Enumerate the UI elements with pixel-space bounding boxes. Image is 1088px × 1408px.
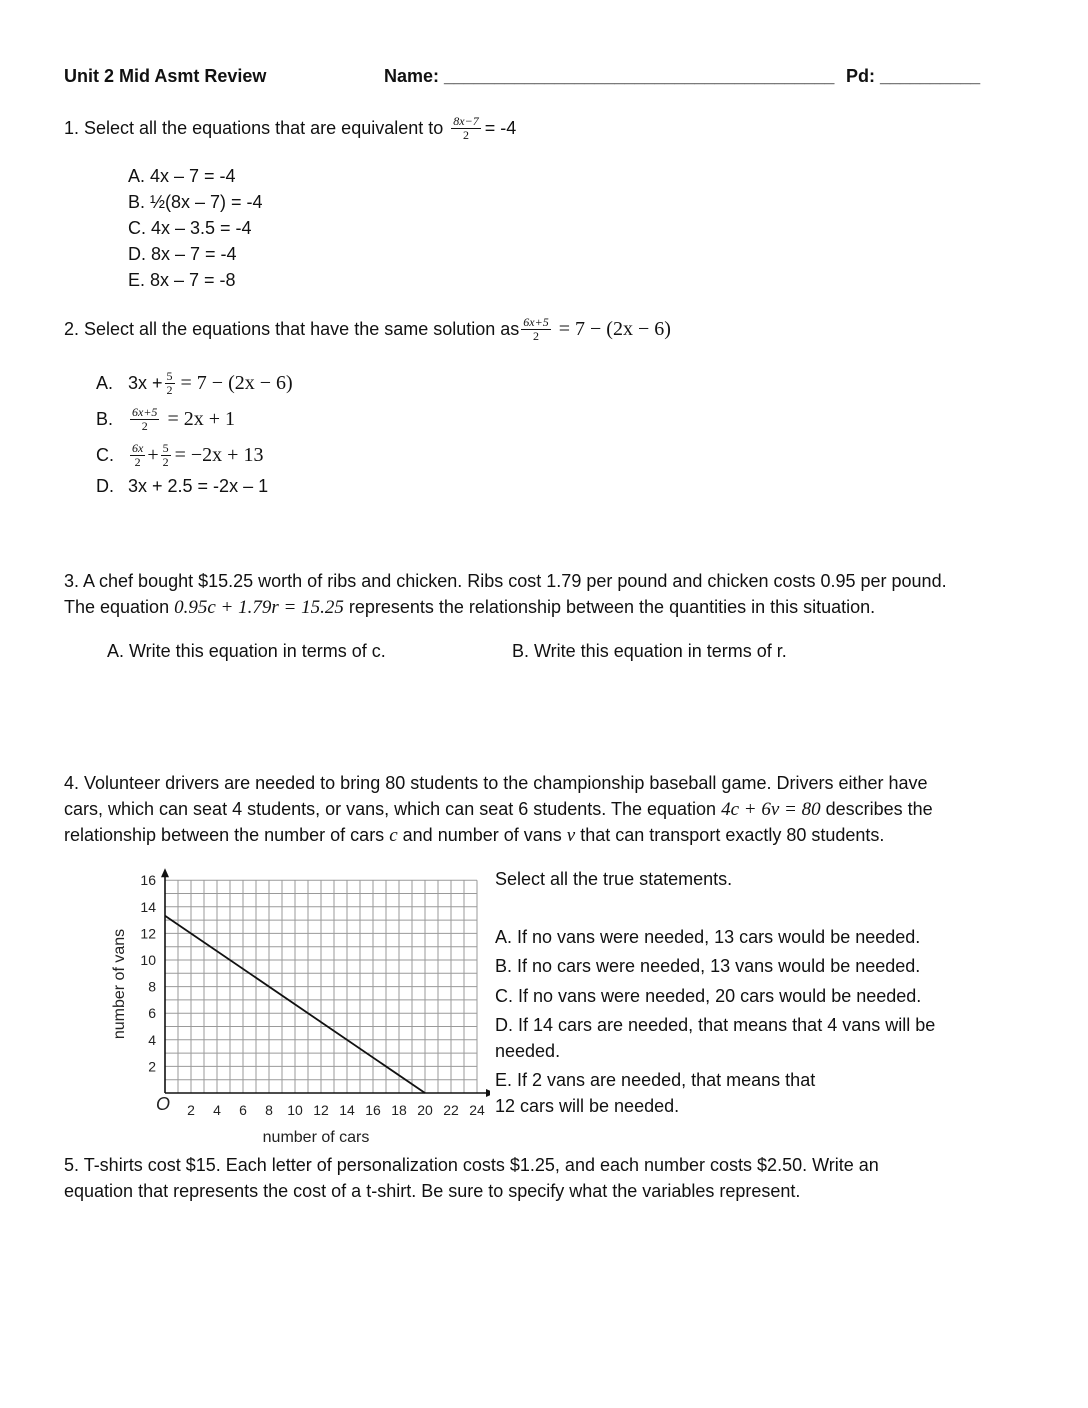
q4-select-prompt: Select all the true statements. bbox=[495, 869, 733, 889]
period-field-label: Pd: __________ bbox=[846, 66, 981, 86]
q1-option-c: C. 4x – 3.5 = -4 bbox=[128, 218, 252, 238]
q5-line-1: 5. T-shirts cost $15. Each letter of personalization costs $1.25, and each number costs $2.50. Write an bbox=[64, 1155, 879, 1175]
q4-statement-a: A. If no vans were needed, 13 cars would be needed. bbox=[495, 927, 921, 947]
y-axis-arrow bbox=[161, 868, 169, 877]
q1-options bbox=[128, 163, 263, 293]
q5-line-2: equation that represents the cost of a t-shirt. Be sure to specify what the variables represent. bbox=[64, 1181, 801, 1201]
q2-option-c-label: C. bbox=[96, 444, 114, 465]
x-axis-arrow bbox=[486, 1089, 490, 1097]
q2-option-c-fraction-2 bbox=[161, 442, 171, 469]
q2-prompt-text: 2. Select all the equations that have the same solution as bbox=[64, 318, 520, 339]
x-tick-label: 2 bbox=[187, 1102, 195, 1118]
x-tick-label: 12 bbox=[313, 1102, 329, 1118]
q2-option-c-frac2-den: 2 bbox=[162, 454, 169, 469]
q2-option-b-frac-den: 2 bbox=[141, 418, 148, 433]
x-tick-label: 18 bbox=[391, 1102, 407, 1118]
q4-statement-d: D. If 14 cars are needed, that means that 4 vans will be bbox=[495, 1015, 936, 1035]
worksheet-title: Unit 2 Mid Asmt Review bbox=[64, 66, 267, 86]
q3-line-2-post: represents the relationship between the quantities in this situation. bbox=[348, 597, 876, 617]
q2-option-b bbox=[96, 402, 235, 436]
q2-option-d bbox=[96, 476, 268, 497]
q2-frac-denominator: 2 bbox=[533, 328, 540, 343]
q2-option-a-frac-den: 2 bbox=[166, 382, 173, 397]
x-tick-label: 8 bbox=[265, 1102, 273, 1118]
q4-statement-c: C. If no vans were needed, 20 cars would be needed. bbox=[495, 986, 922, 1006]
q3-line-2 bbox=[64, 597, 875, 619]
q2-option-c-frac1-num: 6x bbox=[132, 440, 144, 455]
graph-grid bbox=[165, 880, 477, 1093]
q2-option-a-rhs: = 7 − (2x − 6) bbox=[180, 371, 293, 394]
y-tick-label: 2 bbox=[148, 1058, 156, 1075]
x-tick-label: 6 bbox=[239, 1102, 247, 1118]
q3-line-1: 3. A chef bought $15.25 worth of ribs and chicken. Ribs cost 1.79 per pound and chicken costs 0.95 per pound. bbox=[64, 571, 947, 591]
q4-equation: 4c + 6v = 80 bbox=[721, 799, 821, 820]
q4-variable-c: c bbox=[389, 825, 398, 846]
graph-axes bbox=[161, 868, 490, 1097]
q2-option-d-text: 3x + 2.5 = -2x – 1 bbox=[128, 476, 269, 496]
q1-frac-denominator: 2 bbox=[462, 127, 469, 142]
q4-statement-e-cont: 12 cars will be needed. bbox=[495, 1096, 680, 1116]
q1-option-e: E. 8x – 7 = -8 bbox=[128, 270, 236, 290]
question-2-prompt bbox=[64, 311, 671, 347]
q2-option-a bbox=[96, 366, 293, 400]
q4-statement-d-cont: needed. bbox=[495, 1041, 561, 1061]
x-tick-label: 14 bbox=[339, 1102, 355, 1118]
q2-option-b-frac-num: 6x+5 bbox=[132, 404, 158, 419]
q2-option-c-fraction-1 bbox=[130, 442, 145, 469]
q4-statement-e: E. If 2 vans are needed, that means that bbox=[495, 1070, 816, 1090]
q2-option-a-fraction bbox=[165, 370, 175, 397]
q4-statement-b: B. If no cars were needed, 13 vans would be needed. bbox=[495, 956, 921, 976]
q2-option-b-label: B. bbox=[96, 408, 114, 429]
x-tick-label: 22 bbox=[443, 1102, 459, 1118]
y-tick-label: 16 bbox=[140, 872, 156, 889]
q1-fraction bbox=[451, 115, 480, 142]
q4-variable-v: v bbox=[566, 825, 576, 846]
q1-frac-numerator: 8x−7 bbox=[453, 113, 479, 128]
q2-option-c-plus: + bbox=[147, 443, 159, 466]
q2-option-b-rhs: = 2x + 1 bbox=[167, 407, 235, 430]
q4-line-1: 4. Volunteer drivers are needed to bring 80 students to the championship baseball game. Drivers either have bbox=[64, 773, 928, 793]
q2-option-a-label: A. bbox=[96, 372, 114, 393]
q1-prompt-text: 1. Select all the equations that are equivalent to bbox=[64, 117, 444, 138]
q2-rhs: = 7 − (2x − 6) bbox=[558, 317, 671, 340]
x-tick-label: 10 bbox=[287, 1102, 303, 1118]
q2-option-c bbox=[96, 438, 263, 472]
q3-part-b: B. Write this equation in terms of r. bbox=[512, 641, 787, 661]
q2-option-b-fraction bbox=[130, 406, 159, 433]
x-axis-label: number of cars bbox=[262, 1129, 370, 1146]
y-tick-label: 10 bbox=[140, 952, 156, 968]
q3-equation: 0.95c + 1.79r = 15.25 bbox=[174, 597, 344, 618]
q4-line-2-post: describes the bbox=[825, 799, 933, 819]
q1-option-d: D. 8x – 7 = -4 bbox=[128, 244, 237, 264]
y-tick-label: 12 bbox=[140, 925, 156, 942]
q2-frac-numerator: 6x+5 bbox=[523, 314, 549, 329]
q2-option-c-frac2-num: 5 bbox=[162, 440, 169, 455]
q2-option-c-frac1-den: 2 bbox=[134, 454, 141, 469]
name-field-label: Name: _______________________________________ bbox=[384, 66, 835, 86]
q3-line-2-pre: The equation bbox=[64, 597, 170, 617]
q4-line-2-pre: cars, which can seat 4 students, or vans, which can seat 6 students. The equation bbox=[64, 799, 717, 819]
cars-vans-graph bbox=[100, 866, 490, 1156]
q4-line-3-mid: and number of vans bbox=[402, 825, 562, 845]
y-tick-label: 4 bbox=[148, 1031, 156, 1048]
graph-tick-labels bbox=[140, 872, 485, 1118]
q4-line-3-post: that can transport exactly 80 students. bbox=[580, 825, 885, 845]
q2-fraction bbox=[521, 316, 550, 343]
x-tick-label: 16 bbox=[365, 1102, 381, 1118]
origin-label: O bbox=[156, 1094, 171, 1114]
x-tick-label: 24 bbox=[469, 1102, 485, 1118]
q1-option-b: B. ½(8x – 7) = -4 bbox=[128, 192, 263, 212]
question-1-prompt bbox=[64, 110, 516, 146]
q2-option-c-rhs: = −2x + 13 bbox=[174, 443, 264, 466]
q2-option-a-frac-num: 5 bbox=[166, 368, 173, 383]
q4-line-3 bbox=[64, 825, 884, 847]
y-tick-label: 8 bbox=[148, 978, 156, 995]
y-tick-label: 14 bbox=[140, 898, 156, 915]
q3-part-a: A. Write this equation in terms of c. bbox=[107, 641, 386, 661]
y-axis-label: number of vans bbox=[111, 928, 128, 1040]
q1-option-a: A. 4x – 7 = -4 bbox=[128, 166, 236, 186]
x-tick-label: 4 bbox=[213, 1102, 221, 1118]
q4-line-3-pre: relationship between the number of cars bbox=[64, 825, 385, 845]
q4-line-2 bbox=[64, 799, 933, 821]
q2-option-a-pre: 3x + bbox=[128, 372, 163, 393]
x-tick-label: 20 bbox=[417, 1102, 433, 1118]
q2-option-d-label: D. bbox=[96, 476, 114, 496]
q1-rhs: = -4 bbox=[484, 117, 517, 138]
y-tick-label: 6 bbox=[148, 1005, 156, 1022]
